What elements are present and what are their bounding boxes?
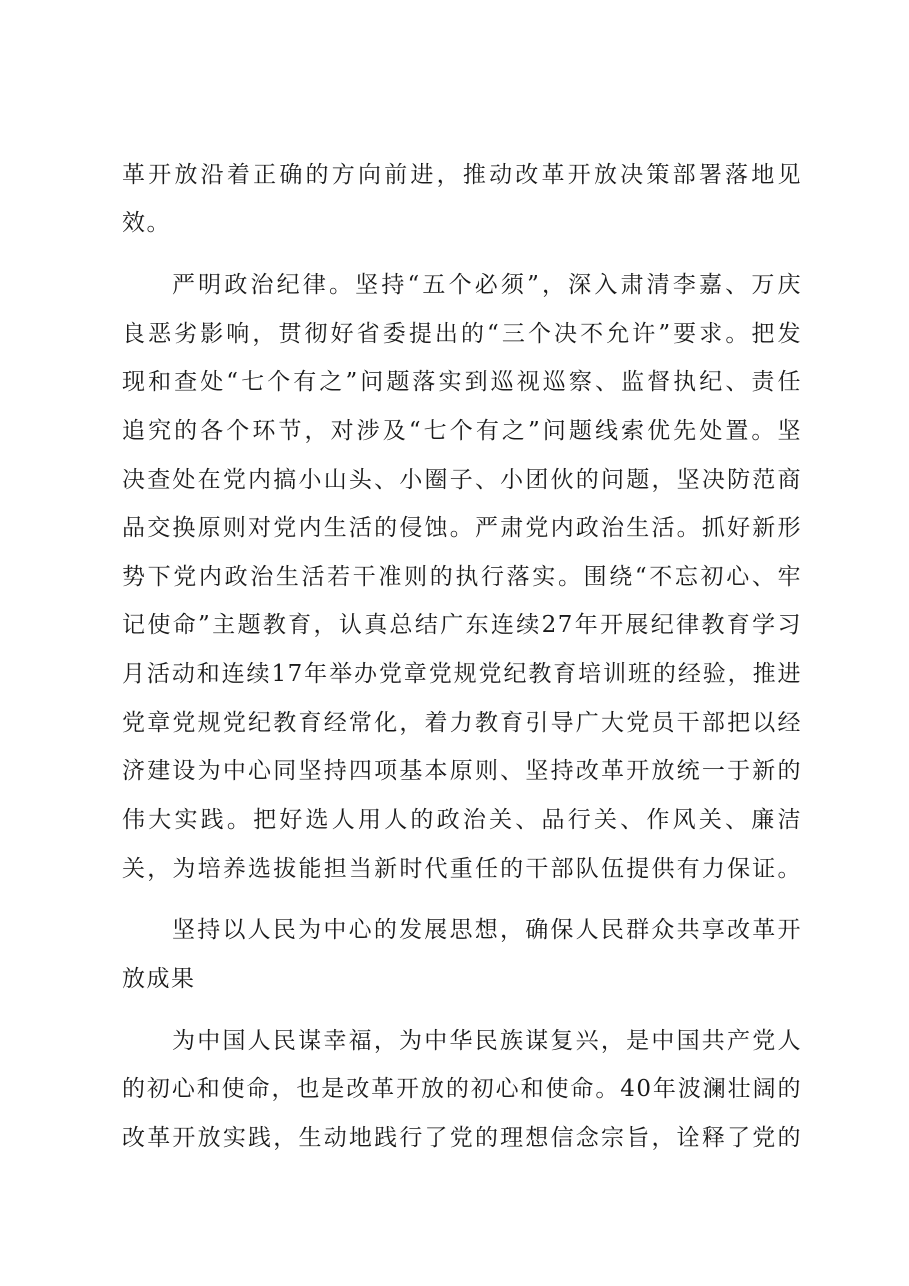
text-line: 关，为培养选拔能担当新时代重任的干部队伍提供有力保证。: [122, 856, 802, 882]
text-line: 革开放沿着正确的方向前进，推动改革开放决策部署落地见: [122, 162, 802, 188]
text-line: 党章党规党纪教育经常化，着力教育引导广大党员干部把以经: [122, 710, 802, 736]
text-line: 月活动和连续17年举办党章党规党纪教育培训班的经验，推进: [122, 661, 802, 687]
text-line: 记使命”主题教育，认真总结广东连续27年开展纪律教育学习: [122, 612, 802, 638]
text-line: 现和查处“七个有之”问题落实到巡视巡察、监督执纪、责任: [122, 369, 802, 395]
text-line: 济建设为中心同坚持四项基本原则、坚持改革开放统一于新的: [122, 758, 802, 784]
section-heading-line: 放成果: [122, 966, 196, 992]
text-line: 决查处在党内搞小山头、小圈子、小团伙的问题，坚决防范商: [122, 467, 802, 493]
text-line: 良恶劣影响，贯彻好省委提出的“三个决不允许”要求。把发: [122, 321, 802, 347]
text-line: 效。: [122, 210, 171, 236]
text-line: 的初心和使命，也是改革开放的初心和使命。40年波澜壮阔的: [122, 1076, 802, 1102]
text-line: 势下党内政治生活若干准则的执行落实。围绕“不忘初心、牢: [122, 564, 802, 590]
text-line: 伟大实践。把好选人用人的政治关、品行关、作风关、廉洁: [122, 807, 802, 833]
text-line: 为中国人民谋幸福，为中华民族谋复兴，是中国共产党人: [172, 1028, 802, 1054]
text-line: 严明政治纪律。坚持“五个必须”，深入肃清李嘉、万庆: [172, 272, 802, 298]
text-line: 品交换原则对党内生活的侵蚀。严肃党内政治生活。抓好新形: [122, 515, 802, 541]
text-line: 追究的各个环节，对涉及“七个有之”问题线索优先处置。坚: [122, 418, 802, 444]
text-line: 改革开放实践，生动地践行了党的理想信念宗旨，诠释了党的: [122, 1125, 802, 1151]
section-heading-line: 坚持以人民为中心的发展思想，确保人民群众共享改革开: [172, 917, 802, 943]
